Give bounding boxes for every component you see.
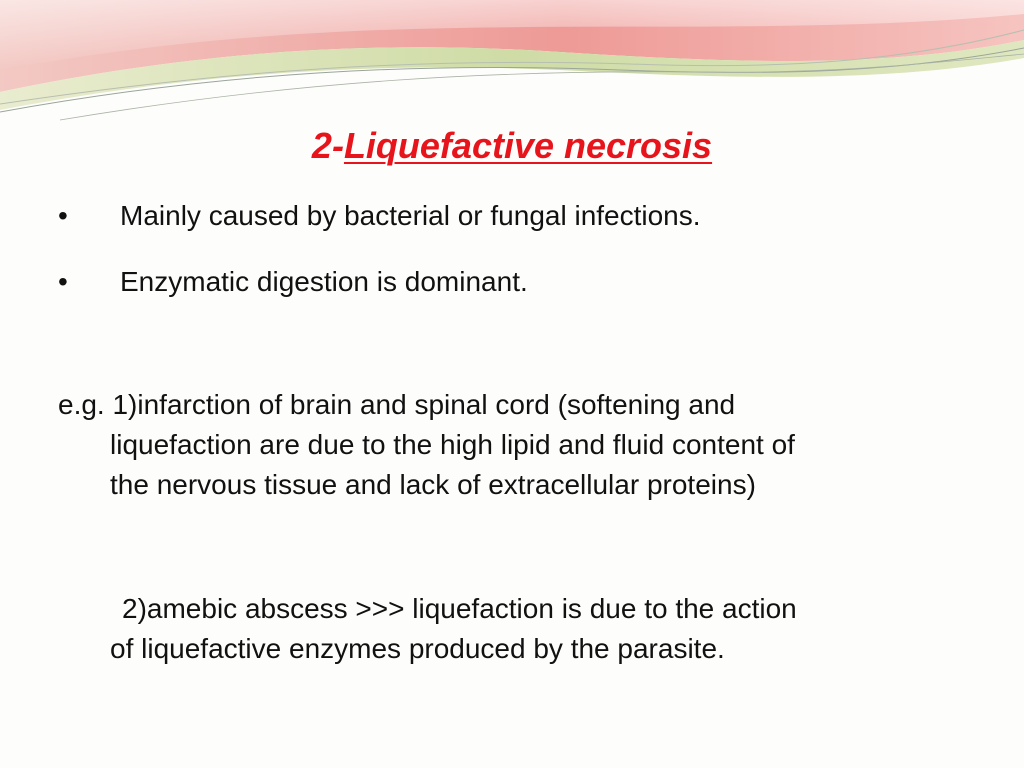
bullet-marker: • (58, 266, 68, 297)
bullet-text: Enzymatic digestion is dominant. (120, 266, 528, 297)
title-main: Liquefactive necrosis (343, 125, 713, 166)
example-2-line-1: 2)amebic abscess >>> liquefaction is due to the action (122, 593, 797, 624)
bullet-marker: • (58, 200, 68, 231)
example-1-line-2: liquefaction are due to the high lipid and fluid content of (110, 429, 795, 460)
bullet-item-2 (58, 262, 998, 302)
bullet-item-1 (58, 196, 998, 236)
example-2-line-2: of liquefactive enzymes produced by the parasite. (110, 633, 725, 664)
slide-title (0, 122, 1024, 170)
example-1-line-1: e.g. 1)infarction of brain and spinal cord (softening and (58, 389, 736, 420)
example-1-line-3: the nervous tissue and lack of extracellular proteins) (110, 469, 756, 500)
title-number: 2- (311, 125, 344, 166)
header-wave-decoration (0, 0, 1024, 140)
bullet-text: Mainly caused by bacterial or fungal infections. (120, 200, 701, 231)
